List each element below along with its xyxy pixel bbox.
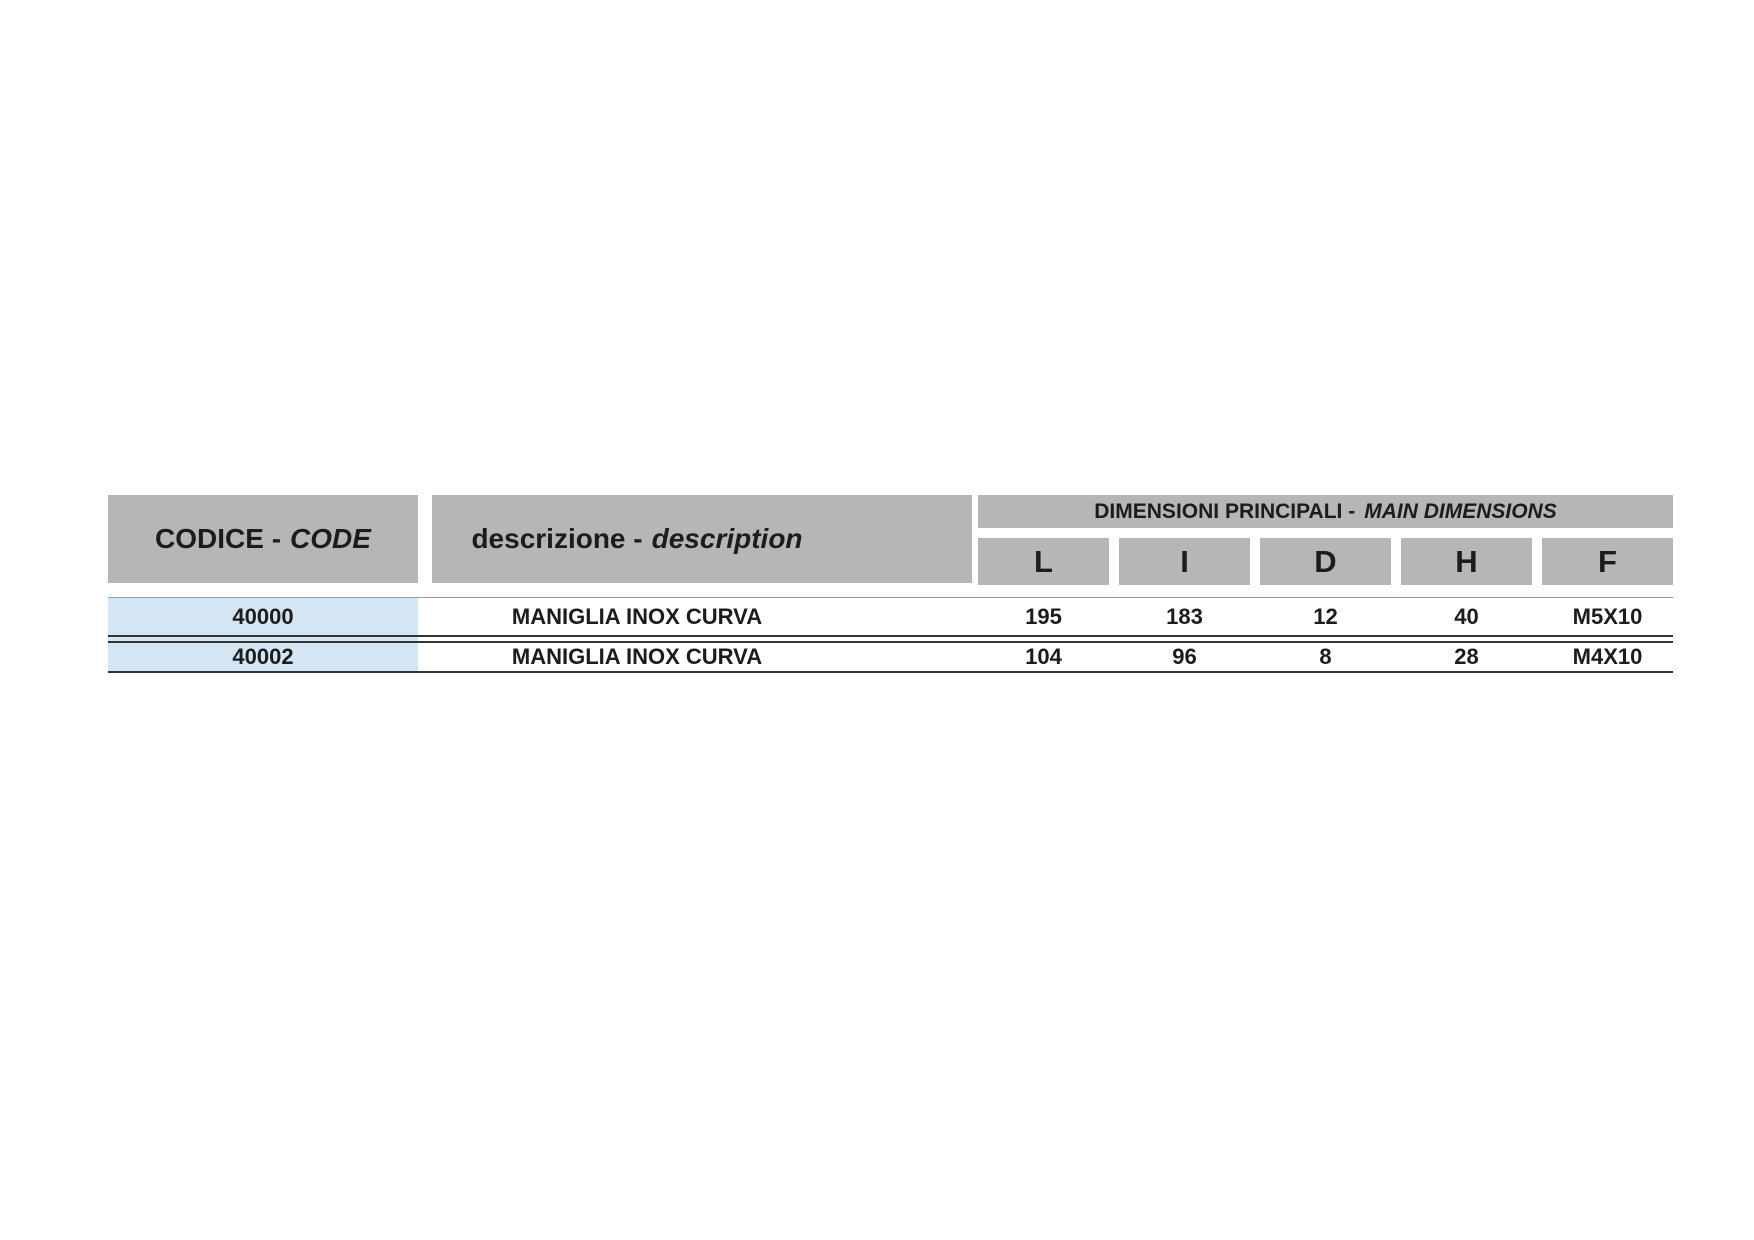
cell-dim-F: M4X10 <box>1572 644 1643 669</box>
code-header-label: CODICE - <box>155 523 282 554</box>
cell-description: MANIGLIA INOX CURVA <box>511 603 763 629</box>
cell-dim-L: 195 <box>1025 603 1062 629</box>
column-header-description <box>432 495 972 583</box>
dimensions-header-label: DIMENSIONI PRINCIPALI - <box>1094 499 1356 523</box>
cell-dim-H: 28 <box>1454 644 1479 669</box>
product-dimensions-table <box>108 495 1673 673</box>
subcolumn-header-L: L <box>978 538 1109 585</box>
cell-dim-I: 183 <box>1166 603 1203 629</box>
cell-dim-D: 12 <box>1313 603 1338 629</box>
cell-dim-D: 8 <box>1319 644 1332 669</box>
description-header-label-en: description <box>651 523 803 554</box>
dimensions-header-label-en: MAIN DIMENSIONS <box>1364 499 1557 523</box>
cell-code: 40002 <box>232 644 294 669</box>
subcolumn-header-D: D <box>1260 538 1391 585</box>
subcolumn-header-I: I <box>1119 538 1250 585</box>
column-group-main-dimensions <box>978 495 1673 585</box>
dimension-subheader-row <box>978 538 1673 585</box>
cell-dim-F: M5X10 <box>1572 603 1643 629</box>
code-header-label-en: CODE <box>290 523 371 554</box>
table-header-row <box>108 495 1673 585</box>
cell-code: 40000 <box>232 603 294 629</box>
cell-dim-I: 96 <box>1172 644 1197 669</box>
cell-dim-H: 40 <box>1454 603 1479 629</box>
table-row <box>108 641 1673 673</box>
description-header-label: descrizione - <box>471 523 643 554</box>
table-row <box>108 597 1673 637</box>
subcolumn-header-F: F <box>1542 538 1673 585</box>
column-header-code <box>108 495 418 583</box>
main-dimensions-banner <box>978 495 1673 528</box>
cell-description: MANIGLIA INOX CURVA <box>511 644 763 669</box>
subcolumn-header-H: H <box>1401 538 1532 585</box>
cell-dim-L: 104 <box>1025 644 1062 669</box>
table-body <box>108 597 1673 673</box>
